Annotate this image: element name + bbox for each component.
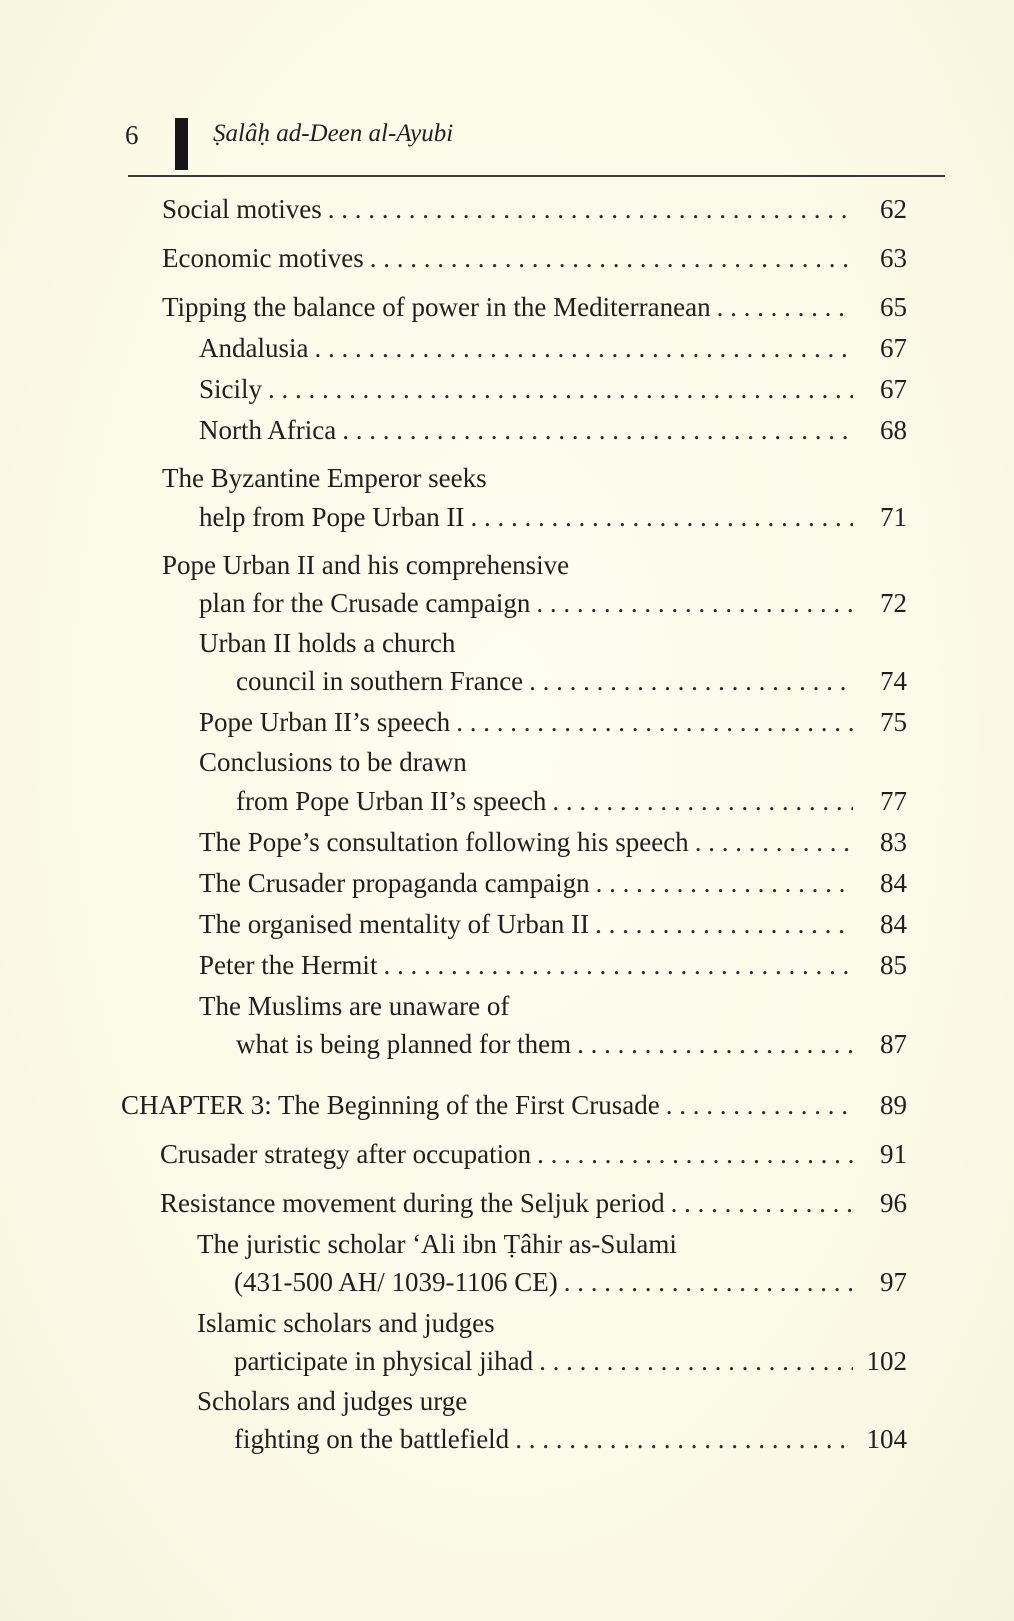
toc-entry-page: 71 <box>880 502 907 532</box>
toc-entry-title: from Pope Urban II’s speech <box>236 786 547 816</box>
running-header <box>125 118 945 160</box>
toc-entry-title: North Africa <box>199 415 337 445</box>
toc-entry-page: 84 <box>880 909 907 939</box>
page-number: 6 <box>125 120 139 150</box>
leader-dots <box>537 1138 853 1170</box>
leader-dots <box>470 501 853 533</box>
toc-entry-page: 91 <box>880 1139 907 1169</box>
toc-entry-title: what is being planned for them <box>236 1029 572 1059</box>
leader-dots <box>552 785 853 817</box>
toc-entry-page: 87 <box>880 1029 907 1059</box>
toc-entry-page: 83 <box>880 827 907 857</box>
toc-entry-title: The Pope’s consultation following his speech <box>199 827 689 857</box>
toc-entry <box>199 908 907 940</box>
toc-entry-page: 74 <box>880 666 907 696</box>
toc-entry-title: council in southern France <box>236 666 524 696</box>
toc-entry-page: 63 <box>880 243 907 273</box>
toc-entry-page: 65 <box>880 292 907 322</box>
toc-entry-page: 104 <box>866 1424 907 1454</box>
toc-entry <box>199 332 907 364</box>
toc-entry <box>234 1266 907 1298</box>
leader-dots <box>456 706 853 738</box>
toc-entry <box>162 193 907 225</box>
toc-entry-page: 75 <box>880 707 907 737</box>
leader-dots <box>383 949 853 981</box>
toc-entry <box>199 587 907 619</box>
toc-entry-first-line: The Muslims are unaware of <box>199 991 510 1021</box>
toc-entry-title: help from Pope Urban II <box>199 502 465 532</box>
toc-entry <box>236 785 907 817</box>
toc-entry <box>199 867 907 899</box>
toc-entry-title: plan for the Crusade campaign <box>199 588 531 618</box>
running-title: Ṣalâḥ ad-Deen al-Ayubi <box>213 120 454 147</box>
leader-dots <box>370 242 853 274</box>
toc-entry-page: 85 <box>880 950 907 980</box>
leader-dots <box>564 1266 853 1298</box>
leader-dots <box>529 665 853 697</box>
toc-entry-title: Andalusia <box>199 333 309 363</box>
toc-entry-page: 97 <box>880 1267 907 1297</box>
toc-entry-title: Crusader strategy after occupation <box>160 1139 532 1169</box>
leader-dots <box>268 373 853 405</box>
leader-dots <box>515 1423 853 1455</box>
toc-entry-page: 84 <box>880 868 907 898</box>
toc-entry <box>199 501 907 533</box>
toc-entry-title: participate in physical jihad <box>234 1346 534 1376</box>
toc-entry <box>234 1423 907 1455</box>
leader-dots <box>342 414 853 446</box>
toc-entry <box>234 1345 907 1377</box>
toc-entry-first-line: Urban II holds a church <box>199 628 456 658</box>
toc-entry-page: 102 <box>866 1346 907 1376</box>
toc-entry-first-line: Conclusions to be drawn <box>199 747 467 777</box>
toc-entry <box>199 826 907 858</box>
toc-entry <box>160 1187 907 1219</box>
leader-dots <box>314 332 853 364</box>
leader-dots <box>539 1345 853 1377</box>
toc-entry-title: The Crusader propaganda campaign <box>199 868 590 898</box>
leader-dots <box>328 193 853 225</box>
toc-entry <box>199 706 907 738</box>
toc-entry-page: 67 <box>880 333 907 363</box>
toc-entry-page: 96 <box>880 1188 907 1218</box>
toc-entry-title: Economic motives <box>162 243 364 273</box>
toc-entry-page: 67 <box>880 374 907 404</box>
leader-dots <box>595 908 853 940</box>
leader-dots <box>596 867 853 899</box>
leader-dots <box>717 291 853 323</box>
toc-entry <box>236 665 907 697</box>
toc-entry-title: CHAPTER 3: The Beginning of the First Crusade <box>121 1090 660 1120</box>
toc-entry-title: Tipping the balance of power in the Mediterranean <box>162 292 711 322</box>
toc-entry <box>160 1138 907 1170</box>
toc-entry-title: The organised mentality of Urban II <box>199 909 590 939</box>
toc-entry-first-line: Scholars and judges urge <box>197 1386 468 1416</box>
toc-entry-first-line: Pope Urban II and his comprehensive <box>162 550 570 580</box>
toc-entry-title: fighting on the battlefield <box>234 1424 510 1454</box>
toc-entry-title: Pope Urban II’s speech <box>199 707 451 737</box>
toc-entry <box>162 291 907 323</box>
header-rule <box>128 175 945 177</box>
toc-entry-page: 89 <box>880 1090 907 1120</box>
toc-entry <box>199 373 907 405</box>
leader-dots <box>577 1028 853 1060</box>
toc-entry <box>236 1028 907 1060</box>
toc-entry-page: 77 <box>880 786 907 816</box>
header-bar-ornament <box>175 118 188 170</box>
leader-dots <box>695 826 853 858</box>
leader-dots <box>536 587 853 619</box>
toc-entry-first-line: Islamic scholars and judges <box>197 1308 495 1338</box>
toc-entry-page: 68 <box>880 415 907 445</box>
leader-dots <box>666 1089 853 1121</box>
leader-dots <box>671 1187 853 1219</box>
toc-entry-first-line: The Byzantine Emperor seeks <box>162 463 487 493</box>
toc-entry-first-line: The juristic scholar ‘Ali ibn Ṭâhir as-Sulami <box>197 1229 677 1259</box>
toc-entry-page: 62 <box>880 194 907 224</box>
toc-entry <box>199 949 907 981</box>
toc-entry-title: Peter the Hermit <box>199 950 378 980</box>
toc-entry-title: Sicily <box>199 374 263 404</box>
toc-entry-page: 72 <box>880 588 907 618</box>
toc-entry-title: Resistance movement during the Seljuk period <box>160 1188 665 1218</box>
toc-entry-title: Social motives <box>162 194 322 224</box>
toc-entry-title: (431-500 AH/ 1039-1106 CE) <box>234 1267 558 1297</box>
toc-entry <box>199 414 907 446</box>
toc-chapter-entry <box>121 1089 907 1121</box>
toc-entry <box>162 242 907 274</box>
